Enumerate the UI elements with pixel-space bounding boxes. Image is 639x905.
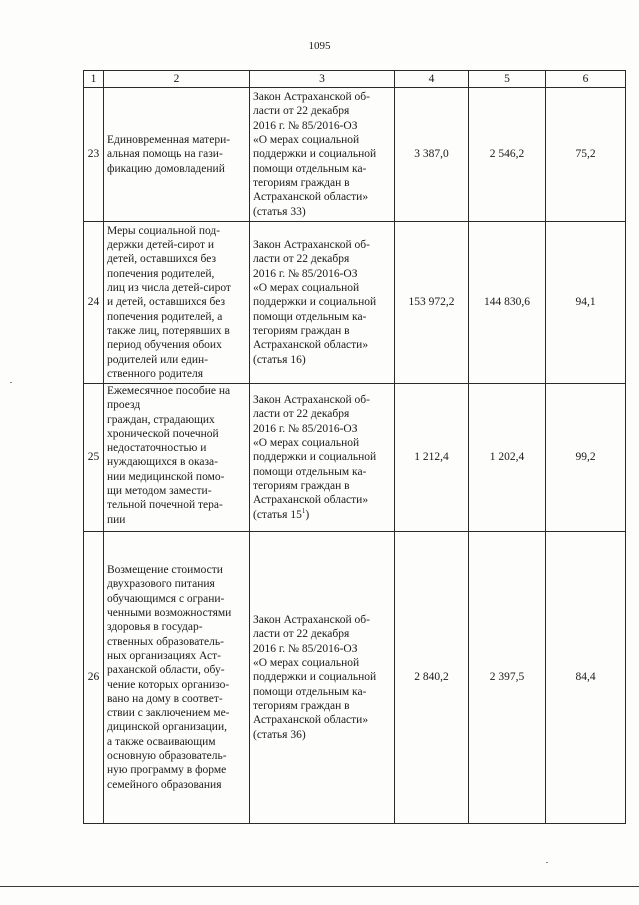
- row-value-col4: 3 387,0: [395, 88, 469, 222]
- row-value-col5: 144 830,6: [469, 222, 546, 384]
- row-description: Единовременная матери- альная помощь на гази- фикацию домовладений: [104, 88, 250, 222]
- row-value-col4: 1 212,4: [395, 384, 469, 532]
- data-table: [83, 70, 626, 824]
- row-description: Меры социальной под- держки детей-сирот и детей, оставшихся без попечения родителей, лиц из числа детей-сирот и детей, оставшихся без попечения родителей, а также лиц, потерявших в период обучения обоих родителей или един- ственного родителя: [104, 222, 250, 384]
- row-description: Возмещение стоимости двухразового питания обучающимся с ограни- ченными возможностями здоровья в государ- ственных образователь- ных организациях Аст- раханской области, обу- чение которых организо- вано на дому в соответ- ствии с заключением ме- дицинской организации, а также осваивающим основную образователь- ную программу в форме семейного образования: [104, 532, 250, 824]
- table-row: [84, 384, 626, 532]
- row-value-col4: 2 840,2: [395, 532, 469, 824]
- row-number: 23: [84, 88, 104, 222]
- table-row: [84, 222, 626, 384]
- header-cell-6: 6: [546, 71, 626, 88]
- row-legal-basis: [250, 384, 395, 532]
- row-value-col5: 2 546,2: [469, 88, 546, 222]
- row-legal-basis: Закон Астраханской об- ласти от 22 декабря 2016 г. № 85/2016-ОЗ «О мерах социальной поддержки и социальной помощи отдельным ка- тегориям граждан в Астраханской области» (статья 36): [250, 532, 395, 824]
- page-number: 1095: [308, 40, 331, 52]
- header-cell-2: 2: [104, 71, 250, 88]
- row-value-col5: 1 202,4: [469, 384, 546, 532]
- row-legal-basis: Закон Астраханской об- ласти от 22 декабря 2016 г. № 85/2016-ОЗ «О мерах социальной поддержки и социальной помощи отдельным ка- тегориям граждан в Астраханской области» (статья 33): [250, 88, 395, 222]
- row-value-col6: 94,1: [546, 222, 626, 384]
- scan-speck: [546, 862, 548, 863]
- row-description: Ежемесячное пособие на проезд граждан, страдающих хронической почечной недостаточностью и нуждающихся в оказа- нии медицинской помо- щи методом замести- тельной почечной тера- пии: [104, 384, 250, 532]
- row-number: 24: [84, 222, 104, 384]
- row-value-col6: 75,2: [546, 88, 626, 222]
- row-legal-basis-tail: ): [305, 508, 310, 521]
- table-row: [84, 532, 626, 824]
- table-header-row: [84, 71, 626, 88]
- row-value-col4: 153 972,2: [395, 222, 469, 384]
- bottom-rule: [0, 886, 639, 887]
- row-value-col6: 84,4: [546, 532, 626, 824]
- header-cell-1: 1: [84, 71, 104, 88]
- row-number: 25: [84, 384, 104, 532]
- row-legal-basis-text: Закон Астраханской об- ласти от 22 декабря 2016 г. № 85/2016-ОЗ «О мерах социальной поддержки и социальной помощи отдельным ка- тегориям граждан в Астраханской области» (статья 15: [253, 394, 377, 521]
- header-cell-3: 3: [250, 71, 395, 88]
- row-number: 26: [84, 532, 104, 824]
- row-value-col6: 99,2: [546, 384, 626, 532]
- scan-speck: [10, 382, 12, 383]
- header-cell-5: 5: [469, 71, 546, 88]
- table-row: [84, 88, 626, 222]
- row-legal-basis: Закон Астраханской об- ласти от 22 декабря 2016 г. № 85/2016-ОЗ «О мерах социальной поддержки и социальной помощи отдельным ка- тегориям граждан в Астраханской области» (статья 16): [250, 222, 395, 384]
- footnote-superscript: 1: [301, 506, 306, 515]
- row-value-col5: 2 397,5: [469, 532, 546, 824]
- header-cell-4: 4: [395, 71, 469, 88]
